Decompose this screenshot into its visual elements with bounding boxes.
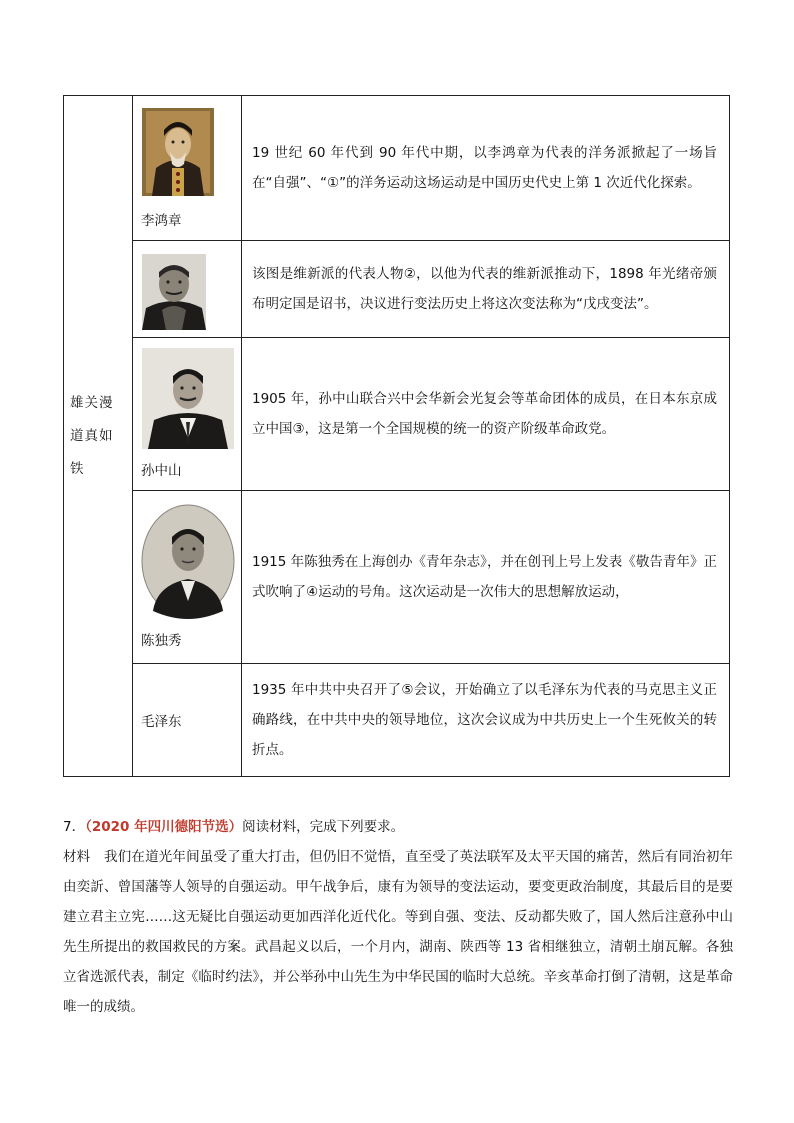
portrait-caption: 李鸿章 [141,213,182,229]
history-table [63,95,730,777]
side-label: 雄关漫道真如铁 [70,394,114,477]
row-description: 1905 年，孙中山联合兴中会华新会光复会等革命团体的成员，在日本东京成立中国③，这是第一个全国规模的统一的资产阶级革命政党。 [252,391,717,437]
desc-cell-3 [242,338,730,491]
portrait-caption: 毛泽东 [141,714,182,730]
question-header [63,812,733,842]
row-description: 该图是维新派的代表人物②，以他为代表的维新派推动下，1898 年光绪帝颁布明定国是诏书，决议进行变法历史上将这次变法称为“戊戌变法”。 [252,266,717,312]
photo-cell-4 [133,491,242,664]
material-text: 我们在道光年间虽受了重大打击，但仍旧不觉悟，直至受了英法联军及太平天国的痛苦，然后有同治初年由奕訢、曾国藩等人领导的自强运动。甲午战争后，康有为领导的变法运动，要变更政治制度，其最后目的是要建立君主立宪……这无疑比自强运动更加西洋化近代化。等到自强、变法、反动都失败了，国人然后注意孙中山先生所提出的救国救民的方案。武昌起义以后，一个月内，湖南、陕西等 13 省相继独立，清朝土崩瓦解。各独立省选派代表，制定《临时约法》，并公举孙中山先生为中华民国的临时大总统。辛亥革命打倒了清朝，这是革命唯一的成绩。 [63,849,734,1015]
photo-cell-5 [133,664,242,777]
question-source: （2020 年四川德阳节选） [85,819,243,835]
desc-cell-2 [242,241,730,338]
desc-cell-1 [242,96,730,241]
kang-youwei-portrait [142,254,206,330]
question-number: 7． [63,819,86,835]
desc-cell-5 [242,664,730,777]
material-paragraph [63,842,733,1022]
row-description: 1935 年中共中央召开了⑤会议，开始确立了以毛泽东为代表的马克思主义正确路线，在中共中央的领导地位，这次会议成为中共历史上一个生死攸关的转折点。 [252,682,717,758]
material-label: 材料 [63,849,91,865]
sun-zhongshan-portrait [142,348,234,449]
chen-duxiu-portrait [141,503,236,619]
question-instruction: 阅读材料，完成下列要求。 [242,819,405,835]
portrait-caption: 孙中山 [141,463,182,479]
row-description: 1915 年陈独秀在上海创办《青年杂志》，并在创刊上号上发表《敬告青年》正式吹响了④运动的号角。这次运动是一次伟大的思想解放运动， [252,554,717,600]
side-label-cell [64,96,133,777]
photo-cell-1 [133,96,242,241]
question-section [63,812,733,1022]
portrait-caption: 陈独秀 [141,633,182,649]
li-hongzhang-portrait [142,108,214,196]
desc-cell-4 [242,491,730,664]
photo-cell-2 [133,241,242,338]
photo-cell-3 [133,338,242,491]
row-description: 19 世纪 60 年代到 90 年代中期，以李鸿章为代表的洋务派掀起了一场旨在“自强”、“①”的洋务运动这场运动是中国历史代史上第 1 次近代化探索。 [252,145,717,191]
